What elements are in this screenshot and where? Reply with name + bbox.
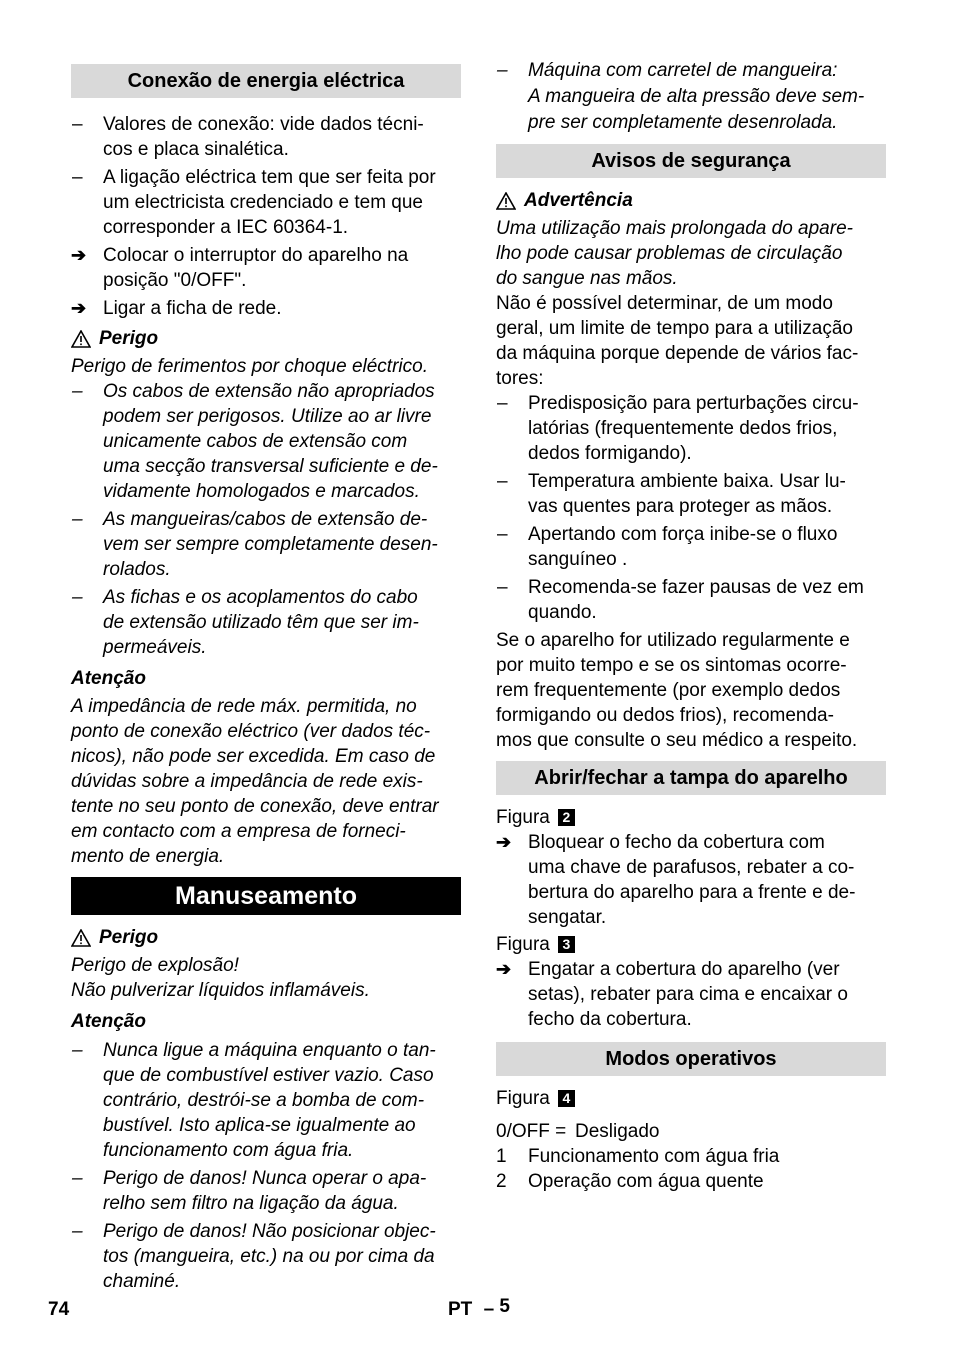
section-title-safety: Avisos de segurança: [496, 144, 886, 178]
list-item: – Nunca ligue a máquina enquanto o tan- que de combustível estiver vazio. Caso contrário, destrói-se a bomba de com- bustível. Isto aplica-se igualmente ao funcionamento com água fria.: [72, 1040, 436, 1161]
dash-marker: –: [72, 1040, 83, 1061]
danger-text: Perigo de ferimentos por choque eléctrico.: [71, 356, 428, 377]
arrow-icon: ➔: [496, 959, 512, 979]
figure-number-badge: 3: [558, 936, 575, 953]
danger-heading: Perigo: [71, 925, 461, 950]
mode-row: 2 Operação com água quente: [496, 1171, 764, 1192]
mode-row: 1 Funcionamento com água fria: [496, 1146, 780, 1167]
list-item: – Predisposição para perturbações circu- latórias (frequentemente dedos frios, dedos formigando).: [497, 393, 859, 464]
dash-marker: –: [72, 1168, 83, 1189]
danger-heading: Perigo: [71, 326, 461, 351]
right-column: [496, 58, 886, 1194]
section-title-operating-modes: Modos operativos: [496, 1042, 886, 1076]
dash-marker: –: [497, 524, 508, 545]
step-item: ➔ Colocar o interruptor do aparelho na posição "0/OFF".: [71, 245, 409, 291]
arrow-icon: ➔: [71, 245, 87, 265]
figure-reference: Figura 3: [496, 932, 886, 957]
dash-marker: –: [72, 587, 83, 608]
list-item: – Os cabos de extensão não apropriados podem ser perigosos. Utilize ao ar livre unicamente cabos de extensão com uma secção transversal suficiente e de- vidamente homologados e marcados.: [72, 381, 438, 502]
dash-marker: –: [497, 393, 508, 414]
dash-marker: –: [72, 114, 83, 135]
list-item: – Apertando com força inibe-se o fluxo sanguíneo .: [497, 524, 838, 570]
figure-number-badge: 4: [558, 1090, 575, 1107]
step-item: ➔ Bloquear o fecho da cobertura com uma chave de parafusos, rebater a co- bertura do aparelho para a frente e de- sengatar.: [496, 832, 856, 928]
section-title-power-connection: Conexão de energia eléctrica: [71, 64, 461, 98]
dash-marker: –: [72, 381, 83, 402]
section-title-handling: Manuseamento: [71, 877, 461, 915]
dash-marker: –: [72, 509, 83, 530]
dash-marker: –: [497, 471, 508, 492]
list-item: – Recomenda-se fazer pausas de vez em quando.: [497, 577, 864, 623]
paragraph: Não é possível determinar, de um modo geral, um limite de tempo para a utilização da máquina porque depende de vários fac- tores:: [496, 293, 859, 389]
list-item: – A ligação eléctrica tem que ser feita por um electricista credenciado e tem que corresponder a IEC 60364-1.: [72, 167, 436, 238]
figure-number-badge: 2: [558, 809, 575, 826]
page-number: 74: [48, 1299, 70, 1320]
dash-marker: –: [72, 1221, 83, 1242]
warning-triangle-icon: [71, 330, 91, 348]
arrow-icon: ➔: [496, 832, 512, 852]
attention-label: Atenção: [71, 668, 146, 689]
section-title-cover: Abrir/fechar a tampa do aparelho: [496, 761, 886, 795]
list-item: – As fichas e os acoplamentos do cabo de extensão utilizado têm que ser im- permeáveis.: [72, 587, 419, 658]
list-item: – Valores de conexão: vide dados técni- cos e placa sinalética.: [72, 114, 424, 160]
dash-marker: –: [497, 60, 508, 81]
arrow-icon: ➔: [71, 298, 87, 318]
list-item: – Temperatura ambiente baixa. Usar lu- vas quentes para proteger as mãos.: [497, 471, 846, 517]
list-item: – Perigo de danos! Não posicionar objec- tos (mangueira, etc.) na ou por cima da chaminé.: [72, 1221, 436, 1292]
dash-marker: –: [497, 577, 508, 598]
danger-text: Perigo de explosão! Não pulverizar líquidos inflamáveis.: [71, 955, 370, 1001]
step-item: ➔ Ligar a ficha de rede.: [71, 298, 282, 319]
mode-row: 0/OFF = Desligado: [496, 1121, 660, 1142]
paragraph: Se o aparelho for utilizado regularmente e por muito tempo e se os sintomas ocorre- rem frequentemente (por exemplo dedos formigando ou dedos frios), recomenda- mos que consulte o seu médico a respeito.: [496, 630, 858, 751]
warning-heading: Advertência: [496, 188, 886, 213]
list-item: – Perigo de danos! Nunca operar o apa- relho sem filtro na ligação da água.: [72, 1168, 427, 1214]
figure-reference: Figura 2: [496, 805, 886, 830]
list-item: – As mangueiras/cabos de extensão de- vem ser sempre completamente desen- rolados.: [72, 509, 438, 580]
attention-text: A impedância de rede máx. permitida, no ponto de conexão eléctrico (ver dados téc- nicos), não pode ser excedida. Em caso de dúvidas sobre a impedância de rede exis- tente no seu ponto de conexão, deve entrar em contacto com a empresa de forneci- mento de energia.: [71, 696, 439, 867]
attention-label: Atenção: [71, 1011, 146, 1032]
list-item: – Máquina com carretel de mangueira: A mangueira de alta pressão deve sem- pre ser completamente desenrolada.: [497, 60, 865, 133]
warning-triangle-icon: [496, 192, 516, 210]
figure-reference: Figura 4: [496, 1086, 886, 1111]
step-item: ➔ Engatar a cobertura do aparelho (ver setas), rebater para cima e encaixar o fecho da cobertura.: [496, 959, 848, 1030]
dash-marker: –: [72, 167, 83, 188]
warning-triangle-icon: [71, 929, 91, 947]
left-column: [71, 64, 461, 1294]
footer-language-page: PT – 5: [448, 1296, 510, 1320]
warning-text: Uma utilização mais prolongada do apare- lho pode causar problemas de circulação do sangue nas mãos.: [496, 218, 853, 289]
